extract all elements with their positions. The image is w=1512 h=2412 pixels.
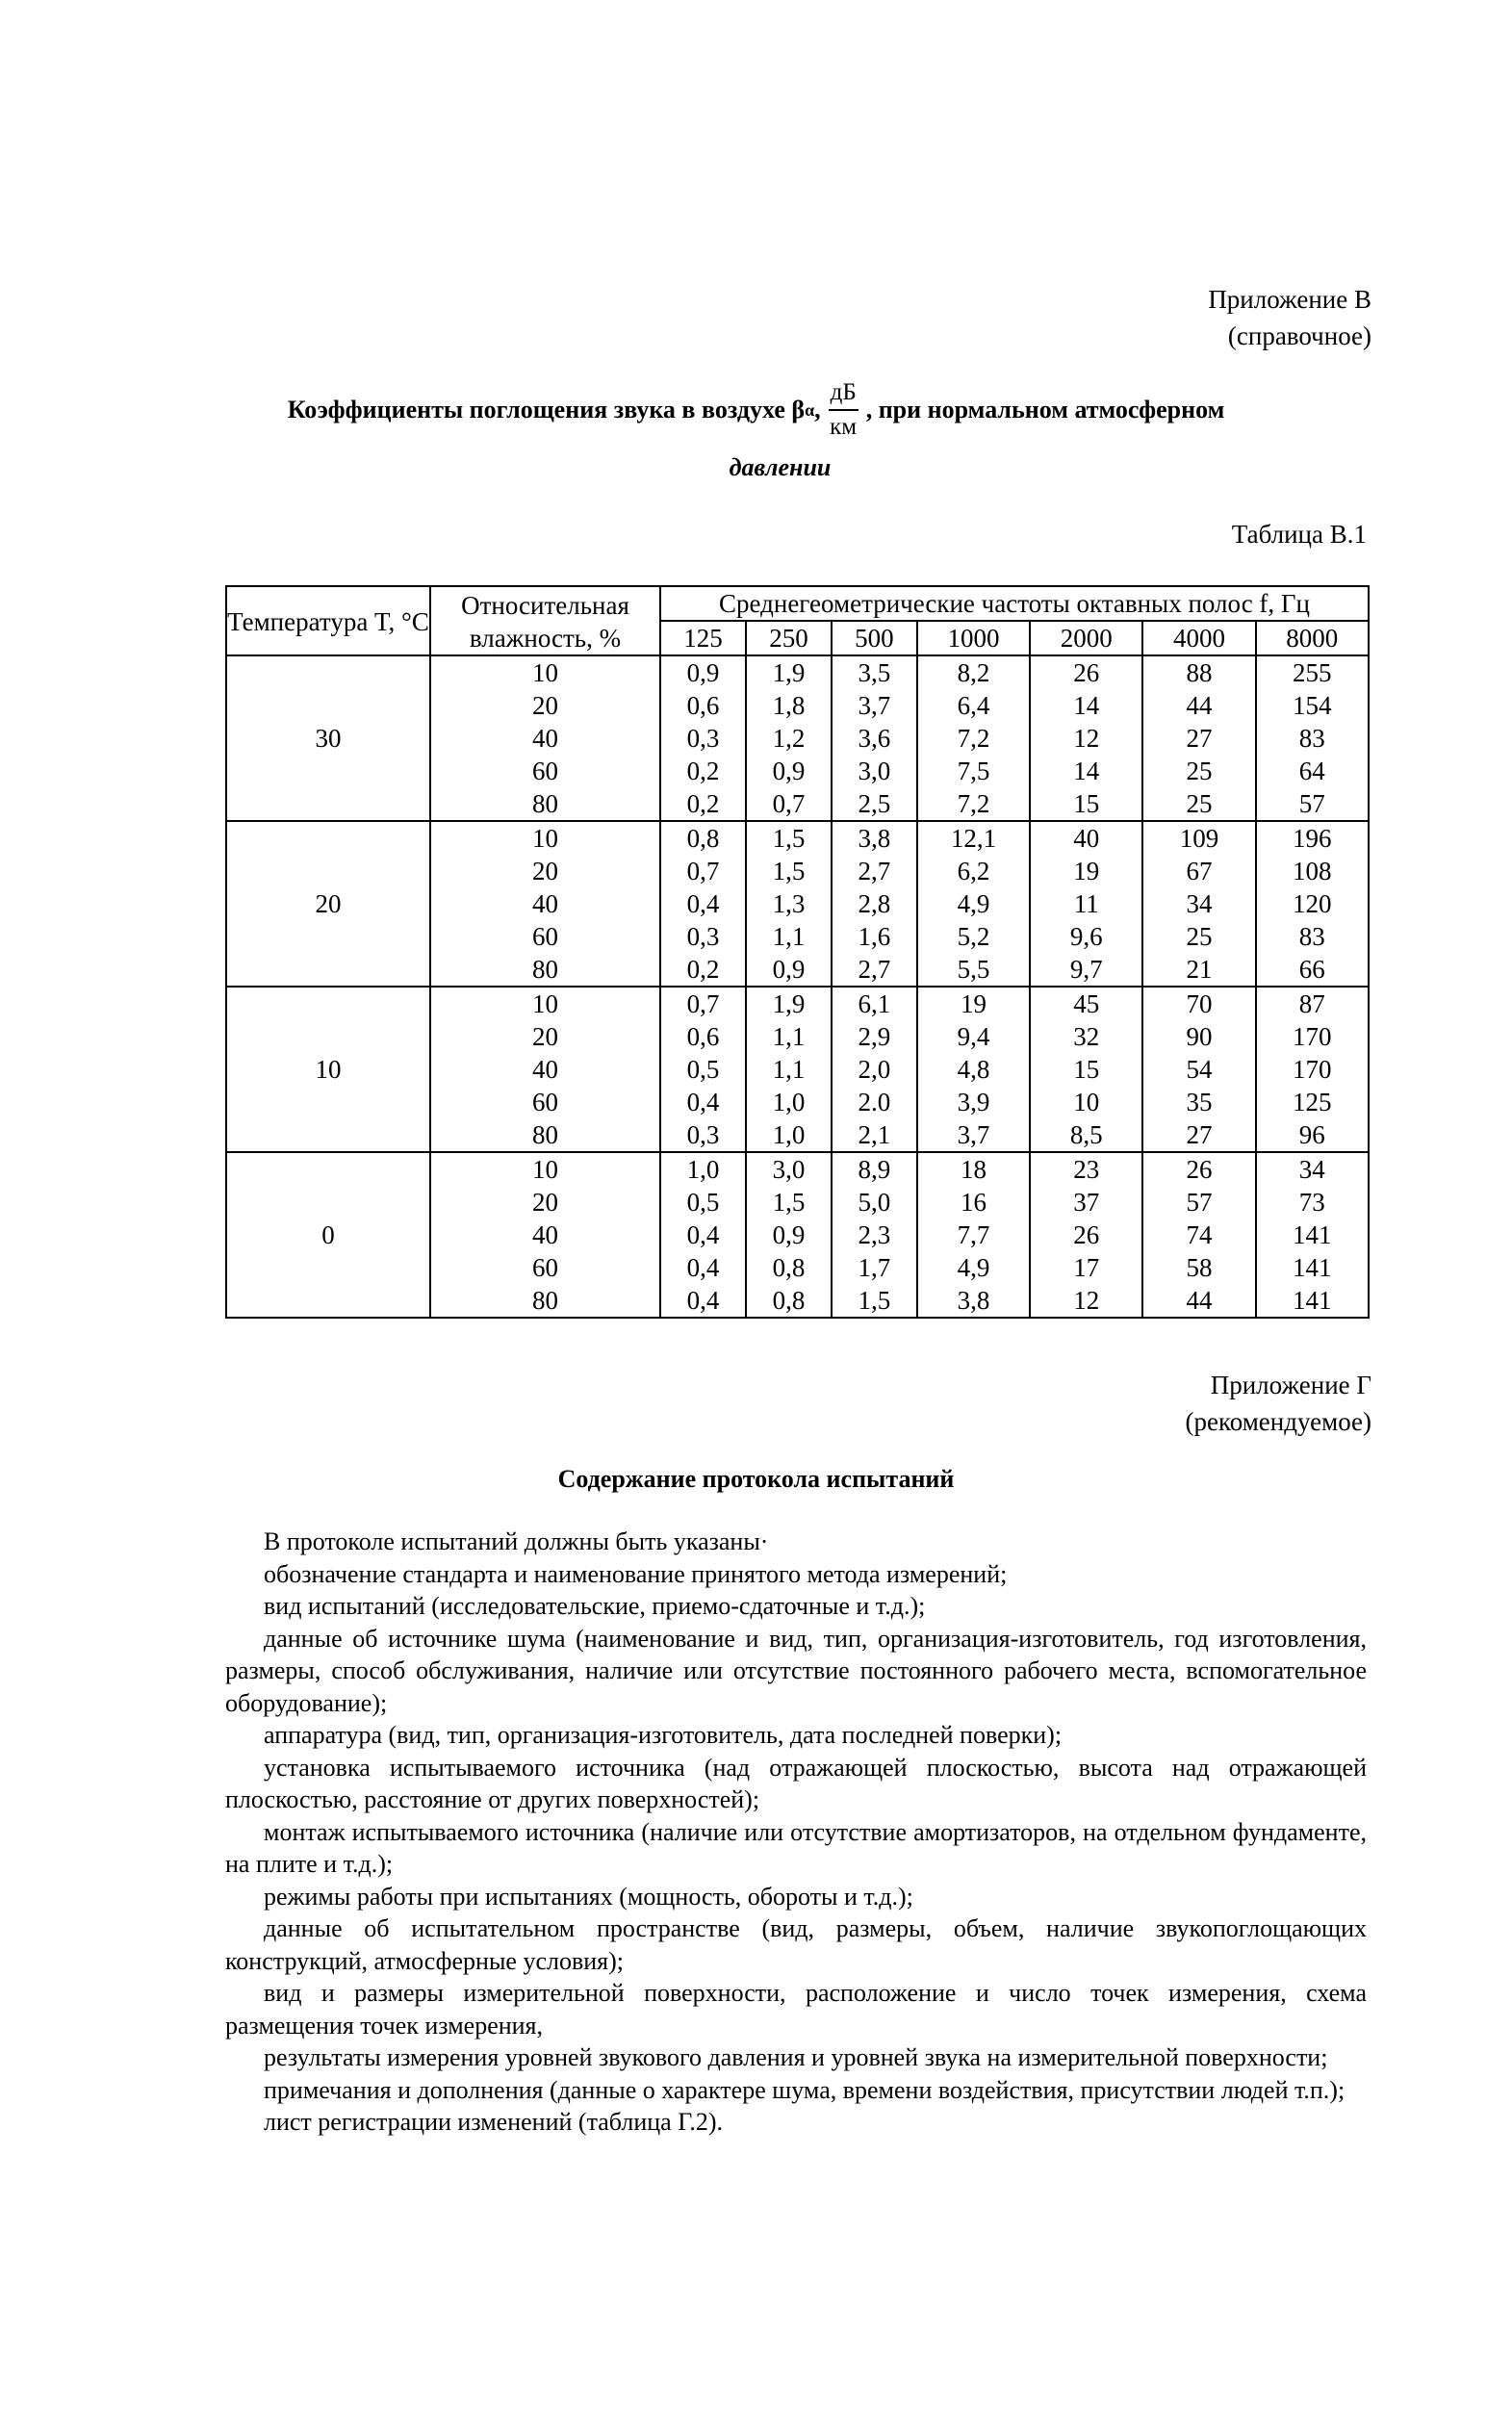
appendix-g-type: (рекомендуемое): [1185, 1407, 1371, 1436]
protocol-item: вид и размеры измерительной поверхности, расположение и число точек измерения, схема размещения точек измерения,: [225, 1979, 1367, 2040]
temperature-cell: 20: [226, 821, 430, 987]
title-b-comma: ,: [814, 396, 821, 423]
value-cell: 255: [1256, 655, 1369, 689]
value-cell: 1,7: [832, 1251, 917, 1284]
value-cell: 15: [1030, 1053, 1142, 1086]
value-cell: 109: [1142, 821, 1255, 855]
value-cell: 6,1: [832, 987, 917, 1020]
value-cell: 141: [1256, 1251, 1369, 1284]
value-cell: 17: [1030, 1251, 1142, 1284]
value-cell: 3,0: [832, 755, 917, 787]
value-cell: 5,0: [832, 1186, 917, 1219]
appendix-b-type: (справочное): [1227, 321, 1371, 350]
value-cell: 1,9: [746, 655, 832, 689]
value-cell: 2,8: [832, 887, 917, 920]
table-row: [226, 1152, 1369, 1186]
value-cell: 66: [1256, 953, 1369, 987]
value-cell: 1,9: [746, 987, 832, 1020]
humidity-cell: 40: [430, 1219, 660, 1251]
value-cell: 0,3: [660, 722, 746, 755]
protocol-item: данные об испытательном пространстве (вид, размеры, объем, наличие звукопоглощающих конструкций, атмосферные условия);: [225, 1914, 1367, 1975]
value-cell: 2,7: [832, 855, 917, 887]
value-cell: 7,2: [917, 787, 1030, 821]
frequency-header: 500: [832, 621, 917, 655]
value-cell: 2.0: [832, 1086, 917, 1118]
value-cell: 25: [1142, 787, 1255, 821]
value-cell: 170: [1256, 1053, 1369, 1086]
value-cell: 1,8: [746, 689, 832, 722]
humidity-cell: 20: [430, 1020, 660, 1053]
value-cell: 8,9: [832, 1152, 917, 1186]
header-frequencies: Среднегеометрические частоты октавных полос f, Гц: [660, 586, 1369, 621]
humidity-cell: 80: [430, 1284, 660, 1318]
value-cell: 67: [1142, 855, 1255, 887]
unit-denominator: км: [830, 414, 858, 440]
value-cell: 1,5: [832, 1284, 917, 1318]
value-cell: 154: [1256, 689, 1369, 722]
value-cell: 0,7: [660, 987, 746, 1020]
protocol-title: Содержание протокола испытаний: [557, 1465, 955, 1493]
value-cell: 1,1: [746, 1020, 832, 1053]
humidity-cell: 40: [430, 722, 660, 755]
value-cell: 0,9: [746, 1219, 832, 1251]
frequency-header: 2000: [1030, 621, 1142, 655]
value-cell: 26: [1030, 655, 1142, 689]
protocol-item: установка испытываемого источника (над отражающей плоскостью, высота над отражающей плоскостью, расстояние от других поверхностей);: [225, 1753, 1367, 1813]
appendix-g-heading: [1186, 1367, 1371, 1440]
value-cell: 0,6: [660, 689, 746, 722]
value-cell: 16: [917, 1186, 1030, 1219]
humidity-cell: 10: [430, 655, 660, 689]
value-cell: 9,4: [917, 1020, 1030, 1053]
value-cell: 35: [1142, 1086, 1255, 1118]
value-cell: 2,0: [832, 1053, 917, 1086]
value-cell: 3,7: [917, 1118, 1030, 1152]
value-cell: 74: [1142, 1219, 1255, 1251]
protocol-item: монтаж испытываемого источника (наличие или отсутствие амортизаторов, на отдельном фундаменте, на плите и т.д.);: [225, 1817, 1367, 1878]
value-cell: 34: [1256, 1152, 1369, 1186]
value-cell: 1,1: [746, 1053, 832, 1086]
value-cell: 23: [1030, 1152, 1142, 1186]
value-cell: 26: [1142, 1152, 1255, 1186]
value-cell: 2,9: [832, 1020, 917, 1053]
appendix-g-label: Приложение Г: [1210, 1371, 1371, 1399]
value-cell: 5,2: [917, 920, 1030, 953]
value-cell: 6,4: [917, 689, 1030, 722]
protocol-item: примечания и дополнения (данные о характере шума, времени воздействия, присутствии людей т.п.);: [264, 2075, 1345, 2104]
value-cell: 4,9: [917, 887, 1030, 920]
table-body: [226, 655, 1369, 1318]
value-cell: 0,2: [660, 755, 746, 787]
value-cell: 120: [1256, 887, 1369, 920]
value-cell: 0,3: [660, 1118, 746, 1152]
value-cell: 18: [917, 1152, 1030, 1186]
value-cell: 54: [1142, 1053, 1255, 1086]
value-cell: 1,0: [660, 1152, 746, 1186]
value-cell: 3,7: [832, 689, 917, 722]
value-cell: 64: [1256, 755, 1369, 787]
value-cell: 0,4: [660, 1219, 746, 1251]
value-cell: 14: [1030, 755, 1142, 787]
value-cell: 7,5: [917, 755, 1030, 787]
appendix-b-label: Приложение В: [1208, 285, 1371, 314]
value-cell: 1,1: [746, 920, 832, 953]
temperature-cell: 0: [226, 1152, 430, 1318]
value-cell: 40: [1030, 821, 1142, 855]
value-cell: 5,5: [917, 953, 1030, 987]
title-b-subscript: α: [805, 399, 815, 420]
temperature-cell: 10: [226, 987, 430, 1152]
value-cell: 7,7: [917, 1219, 1030, 1251]
humidity-cell: 20: [430, 1186, 660, 1219]
value-cell: 6,2: [917, 855, 1030, 887]
value-cell: 7,2: [917, 722, 1030, 755]
value-cell: 87: [1256, 987, 1369, 1020]
frequency-header: 8000: [1256, 621, 1369, 655]
value-cell: 141: [1256, 1284, 1369, 1318]
value-cell: 0,7: [660, 855, 746, 887]
value-cell: 2,7: [832, 953, 917, 987]
value-cell: 0,5: [660, 1053, 746, 1086]
frequency-header: 125: [660, 621, 746, 655]
title-b-text-3: давлении: [729, 453, 832, 481]
humidity-cell: 80: [430, 787, 660, 821]
value-cell: 0,9: [660, 655, 746, 689]
protocol-body: [225, 1526, 1367, 2139]
table-row: [226, 987, 1369, 1020]
value-cell: 4,8: [917, 1053, 1030, 1086]
humidity-cell: 40: [430, 1053, 660, 1086]
value-cell: 73: [1256, 1186, 1369, 1219]
value-cell: 70: [1142, 987, 1255, 1020]
value-cell: 1,6: [832, 920, 917, 953]
humidity-cell: 80: [430, 953, 660, 987]
value-cell: 3,5: [832, 655, 917, 689]
value-cell: 90: [1142, 1020, 1255, 1053]
value-cell: 3,0: [746, 1152, 832, 1186]
value-cell: 57: [1142, 1186, 1255, 1219]
frequency-header: 250: [746, 621, 832, 655]
value-cell: 3,8: [832, 821, 917, 855]
value-cell: 45: [1030, 987, 1142, 1020]
value-cell: 9,7: [1030, 953, 1142, 987]
value-cell: 0,8: [660, 821, 746, 855]
value-cell: 0,8: [746, 1251, 832, 1284]
value-cell: 57: [1256, 787, 1369, 821]
humidity-cell: 20: [430, 855, 660, 887]
value-cell: 25: [1142, 755, 1255, 787]
value-cell: 15: [1030, 787, 1142, 821]
value-cell: 37: [1030, 1186, 1142, 1219]
protocol-item: режимы работы при испытаниях (мощность, обороты и т.д.);: [264, 1882, 913, 1911]
value-cell: 0,4: [660, 1251, 746, 1284]
value-cell: 1,2: [746, 722, 832, 755]
value-cell: 1,5: [746, 1186, 832, 1219]
value-cell: 26: [1030, 1219, 1142, 1251]
value-cell: 0,5: [660, 1186, 746, 1219]
value-cell: 1,0: [746, 1086, 832, 1118]
value-cell: 58: [1142, 1251, 1255, 1284]
value-cell: 44: [1142, 1284, 1255, 1318]
value-cell: 14: [1030, 689, 1142, 722]
table-b-title: [0, 380, 1512, 482]
value-cell: 3,6: [832, 722, 917, 755]
value-cell: 12,1: [917, 821, 1030, 855]
value-cell: 196: [1256, 821, 1369, 855]
value-cell: 9,6: [1030, 920, 1142, 953]
humidity-cell: 80: [430, 1118, 660, 1152]
value-cell: 0,4: [660, 1284, 746, 1318]
value-cell: 11: [1030, 887, 1142, 920]
value-cell: 34: [1142, 887, 1255, 920]
value-cell: 0,6: [660, 1020, 746, 1053]
protocol-item: обозначение стандарта и наименование принятого метода измерений;: [264, 1559, 1008, 1588]
table-row: [226, 821, 1369, 855]
value-cell: 0,8: [746, 1284, 832, 1318]
unit-numerator: дБ: [829, 380, 859, 411]
unit-fraction: [829, 380, 859, 440]
humidity-cell: 40: [430, 887, 660, 920]
value-cell: 3,9: [917, 1086, 1030, 1118]
value-cell: 0,9: [746, 755, 832, 787]
frequency-header: 1000: [917, 621, 1030, 655]
value-cell: 1,0: [746, 1118, 832, 1152]
title-b-text-2: , при нормальном атмосферном: [865, 396, 1225, 423]
header-temperature: Температура T, °C: [226, 586, 430, 655]
value-cell: 0,9: [746, 953, 832, 987]
absorption-table: [225, 585, 1370, 1319]
value-cell: 125: [1256, 1086, 1369, 1118]
value-cell: 96: [1256, 1118, 1369, 1152]
value-cell: 83: [1256, 722, 1369, 755]
humidity-cell: 10: [430, 821, 660, 855]
value-cell: 19: [917, 987, 1030, 1020]
value-cell: 108: [1256, 855, 1369, 887]
table-b1-label: Таблица В.1: [1231, 520, 1367, 549]
value-cell: 0,4: [660, 1086, 746, 1118]
humidity-cell: 10: [430, 987, 660, 1020]
humidity-cell: 60: [430, 1251, 660, 1284]
value-cell: 0,2: [660, 953, 746, 987]
protocol-item: результаты измерения уровней звукового давления и уровней звука на измерительной поверхности;: [264, 2043, 1328, 2071]
value-cell: 44: [1142, 689, 1255, 722]
value-cell: 2,1: [832, 1118, 917, 1152]
value-cell: 0,3: [660, 920, 746, 953]
value-cell: 21: [1142, 953, 1255, 987]
value-cell: 1,5: [746, 821, 832, 855]
value-cell: 1,3: [746, 887, 832, 920]
value-cell: 3,8: [917, 1284, 1030, 1318]
humidity-cell: 60: [430, 755, 660, 787]
value-cell: 8,2: [917, 655, 1030, 689]
table-row: [226, 655, 1369, 689]
protocol-item: данные об источнике шума (наименование и вид, тип, организация-изготовитель, год изготовления, размеры, способ обслуживания, наличие или отсутствие постоянного рабочего места, вспомогательное оборудование);: [225, 1624, 1367, 1717]
value-cell: 0,2: [660, 787, 746, 821]
value-cell: 170: [1256, 1020, 1369, 1053]
title-b-text-1: Коэффициенты поглощения звука в воздухе β: [287, 396, 806, 423]
value-cell: 4,9: [917, 1251, 1030, 1284]
protocol-item: лист регистрации изменений (таблица Г.2).: [264, 2108, 723, 2136]
value-cell: 27: [1142, 722, 1255, 755]
protocol-item: В протоколе испытаний должны быть указаны·: [264, 1527, 769, 1555]
humidity-cell: 60: [430, 1086, 660, 1118]
appendix-b-heading: [1208, 281, 1371, 354]
value-cell: 10: [1030, 1086, 1142, 1118]
humidity-cell: 20: [430, 689, 660, 722]
value-cell: 1,5: [746, 855, 832, 887]
value-cell: 2,3: [832, 1219, 917, 1251]
value-cell: 2,5: [832, 787, 917, 821]
frequency-header: 4000: [1142, 621, 1255, 655]
value-cell: 88: [1142, 655, 1255, 689]
value-cell: 12: [1030, 722, 1142, 755]
value-cell: 83: [1256, 920, 1369, 953]
header-humidity: Относительная влажность, %: [430, 586, 660, 655]
value-cell: 8,5: [1030, 1118, 1142, 1152]
value-cell: 25: [1142, 920, 1255, 953]
value-cell: 32: [1030, 1020, 1142, 1053]
value-cell: 12: [1030, 1284, 1142, 1318]
value-cell: 19: [1030, 855, 1142, 887]
value-cell: 0,7: [746, 787, 832, 821]
value-cell: 0,4: [660, 887, 746, 920]
value-cell: 27: [1142, 1118, 1255, 1152]
temperature-cell: 30: [226, 655, 430, 821]
protocol-item: аппаратура (вид, тип, организация-изготовитель, дата последней поверки);: [264, 1721, 1063, 1749]
humidity-cell: 60: [430, 920, 660, 953]
protocol-item: вид испытаний (исследовательские, приемо-сдаточные и т.д.);: [264, 1592, 926, 1620]
value-cell: 141: [1256, 1219, 1369, 1251]
humidity-cell: 10: [430, 1152, 660, 1186]
